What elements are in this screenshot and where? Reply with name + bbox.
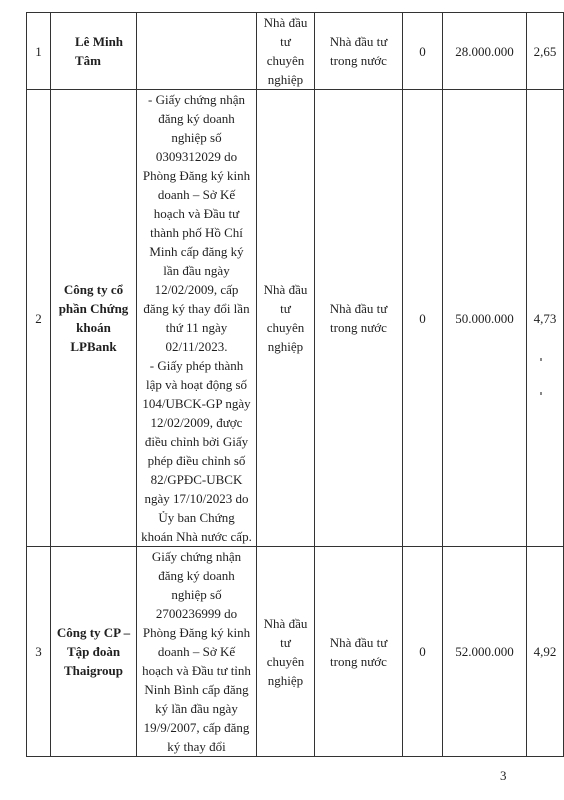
share-count: 52.000.000 <box>443 547 527 757</box>
share-count: 28.000.000 <box>443 13 527 90</box>
quantity-value: 0 <box>403 13 443 90</box>
investor-name: Công ty cổ phần Chứng khoán LPBank <box>51 90 137 547</box>
scan-mark <box>540 358 542 361</box>
quantity-value: 0 <box>403 90 443 547</box>
quantity-value: 0 <box>403 547 443 757</box>
investor-name-text: Lê Minh Tâm <box>75 34 124 68</box>
investor-origin: Nhà đầu tư trong nước <box>315 90 403 547</box>
page-number: 3 <box>500 768 507 783</box>
share-count: 50.000.000 <box>443 90 527 547</box>
document-paragraph: Giấy chứng nhận đăng ký doanh nghiệp số 2700236999 do Phòng Đăng ký kinh doanh – Sở Kế hoạch và Đầu tư tỉnh Ninh Bình cấp đăng ký lần đầu ngày 19/9/2007, cấp đăng ký thay đổi <box>142 549 251 754</box>
row-number: 1 <box>27 13 51 90</box>
investor-type: Nhà đầu tư chuyên nghiệp <box>257 90 315 547</box>
row-number: 3 <box>27 547 51 757</box>
investor-origin: Nhà đầu tư trong nước <box>315 547 403 757</box>
table-row <box>27 547 564 757</box>
document-paragraph: - Giấy phép thành lập và hoạt động số 104/UBCK-GP ngày 12/02/2009, được điều chỉnh bởi Giấy phép điều chỉnh số 82/GPĐC-UBCK ngày 17/10/2023 do Ủy ban Chứng khoán Nhà nước cấp. <box>141 358 252 544</box>
registration-documents <box>137 13 257 90</box>
investor-type: Nhà đầu tư chuyên nghiệp <box>257 547 315 757</box>
investor-origin: Nhà đầu tư trong nước <box>315 13 403 90</box>
row-number: 2 <box>27 90 51 547</box>
registration-documents <box>137 547 257 757</box>
document-paragraph: - Giấy chứng nhận đăng ký doanh nghiệp số 0309312029 do Phòng Đăng ký kinh doanh – Sở Kế hoạch và Đầu tư thành phố Hồ Chí Minh cấp đăng ký lần đầu ngày 12/02/2009, cấp đăng ký thay đổi lần thứ 11 ngày 02/11/2023. <box>142 92 251 354</box>
investor-name: Công ty CP – Tập đoàn Thaigroup <box>51 547 137 757</box>
scan-mark <box>540 392 542 395</box>
shareholder-table <box>26 12 564 757</box>
table-row <box>27 90 564 547</box>
table-row <box>27 13 564 90</box>
investor-type: Nhà đầu tư chuyên nghiệp <box>257 13 315 90</box>
ownership-percent: 4,92 <box>527 547 564 757</box>
ownership-percent: 2,65 <box>527 13 564 90</box>
investor-name <box>51 13 137 90</box>
registration-documents <box>137 90 257 547</box>
ownership-percent: 4,73 <box>527 90 564 547</box>
